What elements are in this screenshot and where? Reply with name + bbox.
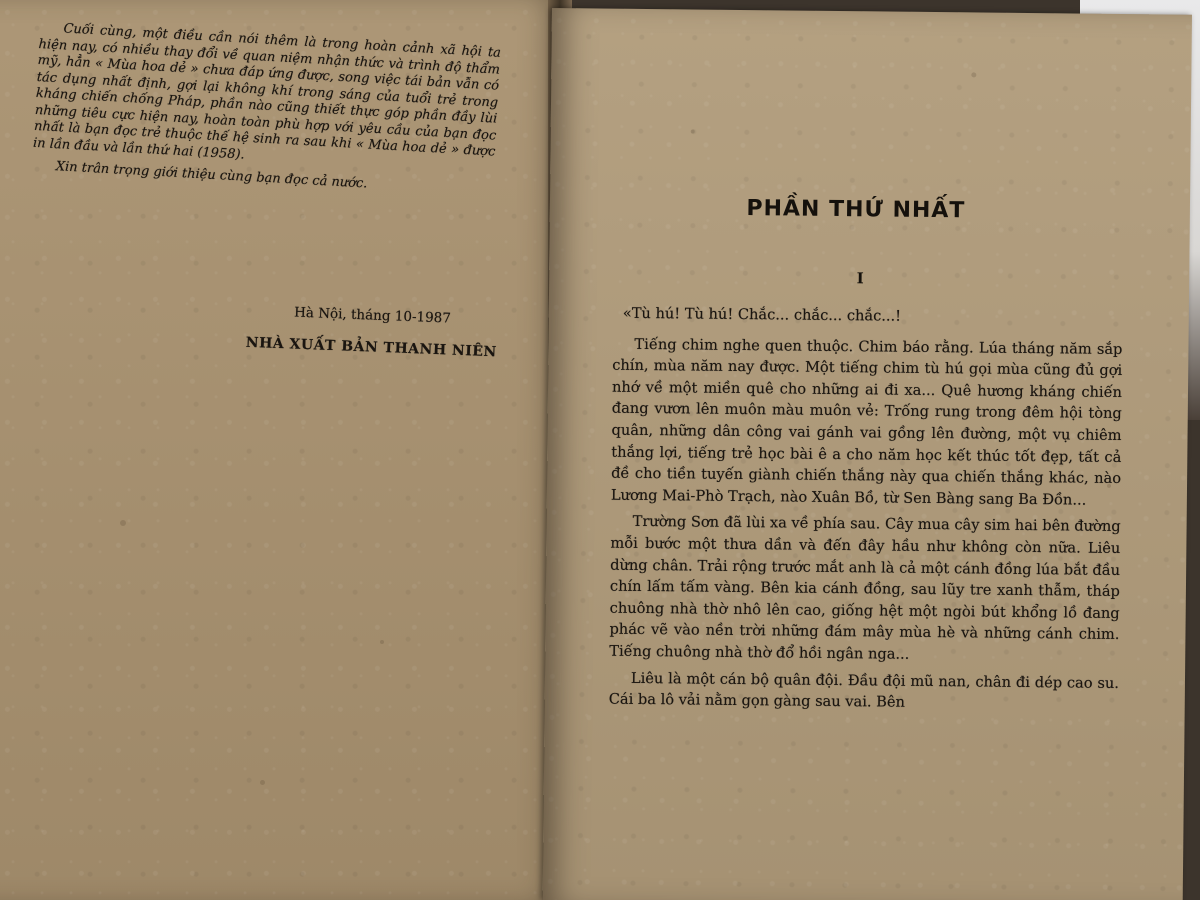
afterword-closing: Xin trân trọng giới thiệu cùng bạn đọc cả nước. — [55, 159, 368, 192]
publisher-imprint — [226, 300, 518, 364]
left-page — [0, 0, 568, 900]
paper-speck — [971, 72, 976, 77]
chapter-number: I — [856, 269, 864, 288]
paper-speck — [120, 520, 126, 526]
chapter-paragraph: Liêu là một cán bộ quân đội. Đầu đội mũ nan, chân đi dép cao su. Cái ba lô vải nằm gọn gàng sau vai. Bên — [608, 669, 1120, 711]
place-date: Hà Nội, tháng 10-1987 — [293, 304, 452, 327]
part-title: PHẦN THỨ NHẤT — [746, 196, 966, 224]
paper-speck — [380, 640, 384, 644]
right-page — [543, 8, 1192, 900]
paper-speck — [1107, 484, 1111, 488]
paper-speck — [260, 780, 265, 785]
chapter-body — [609, 303, 1123, 721]
chapter-paragraph: Tiếng chim nghe quen thuộc. Chim báo rằng. Lúa tháng năm sắp chín, mùa năm nay được. Một tiếng chim tù hú gọi mùa cũng đủ gợi nhớ về một miền quê cho những ai đi xa... Quê hương kháng chiến đang vươn lên muôn màu muôn vẻ: Trống rung trong đêm hội tòng quân, những dân công vai gánh vai gồng lên đường, một vụ chiêm thắng lợi, tiếng trẻ học bài ê a cho năm học kết thúc tốt đẹp, tất cả đề cho tiền tuyến giành chiến thắng này qua chiến thắng khác, nào Lương Mai-Phò Trạch, nào Xuân Bồ, từ Sen Bàng sang Ba Đồn... — [610, 335, 1123, 509]
afterword-text — [31, 20, 501, 200]
chapter-paragraph: «Tù hú! Tù hú! Chắc... chắc... chắc...! — [622, 304, 902, 325]
paper-speck — [691, 129, 695, 133]
publisher-name: NHÀ XUẤT BẢN THANH NIÊN — [245, 334, 498, 360]
afterword-paragraph: Cuối cùng, một điều cần nói thêm là trong hoàn cảnh xã hội ta hiện nay, có nhiều thay đổi về quan niệm nhận thức và trình độ thẩm mỹ, hẳn « Mùa hoa dẻ » chưa đáp ứng được, song việc tái bản vẫn có tác dụng nhất định, gợi lại không khí trong sáng của tuổi trẻ trong kháng chiến chống Pháp, phần nào cũng thiết thực góp phần đầy lùi những tiêu cực hiện nay, hoàn toàn phù hợp với yêu cầu của bạn đọc nhất là bạn đọc trẻ thuộc thế hệ sinh ra sau khi « Mùa hoa dẻ » được in lần đầu và lần thứ hai (1958). — [32, 21, 502, 163]
chapter-paragraph: Trường Sơn đã lùi xa về phía sau. Cây mua cây sim hai bên đường mỗi bước một thưa dần và đến đây hầu như không còn nữa. Liêu dừng chân. Trải rộng trước mắt anh là cả một cánh đồng lúa bắt đầu chín lấm tấm vàng. Bên kia cánh đồng, sau lũy tre xanh thẫm, tháp chuông nhà thờ nhô lên cao, giống hệt một ngòi bút khổng lồ đang phác vẽ vào nền trời những đám mây mùa hè và những cánh chim. Tiếng chuông nhà thờ đổ hồi ngân nga... — [609, 513, 1121, 663]
